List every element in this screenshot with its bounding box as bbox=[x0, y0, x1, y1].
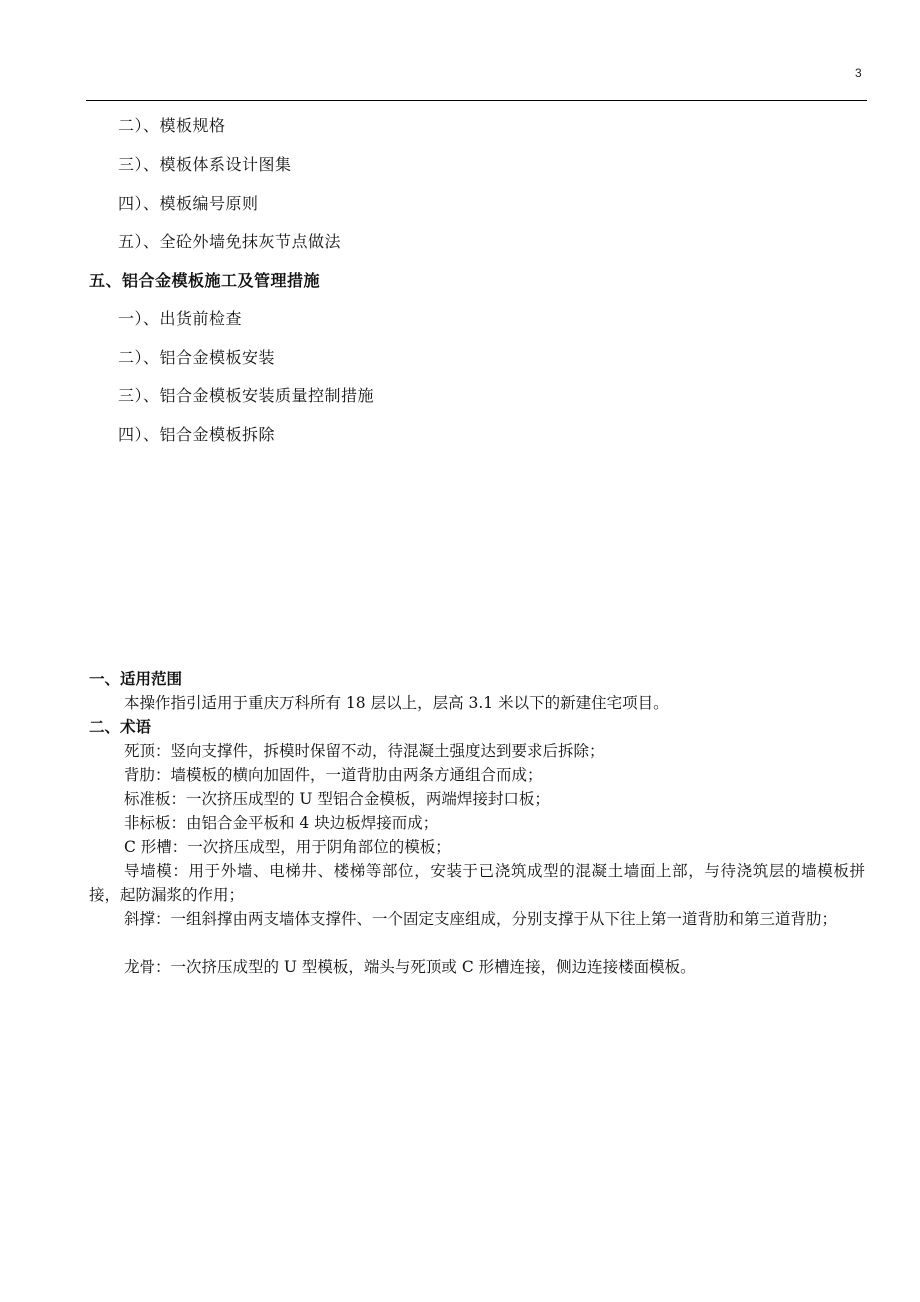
toc-item: 四）、模板编号原则 bbox=[118, 194, 259, 213]
paragraph: 本操作指引适用于重庆万科所有 18 层以上，层高 3.1 米以下的新建住宅项目。 bbox=[124, 694, 669, 712]
term-definition: 死顶：竖向支撑件，拆模时保留不动，待混凝土强度达到要求后拆除； bbox=[124, 742, 605, 760]
term-definition: 龙骨：一次挤压成型的 U 型模板，端头与死顶或 C 形槽连接，侧边连接楼面模板。 bbox=[124, 958, 696, 976]
section-heading: 二、术语 bbox=[89, 718, 152, 736]
toc-item: 一）、出货前检查 bbox=[118, 309, 243, 328]
term-definition: 导墙模：用于外墙、电梯井、楼梯等部位，安装于已浇筑成型的混凝土墙面上部，与待浇筑层的墙模板拼接，起防漏浆的作用； bbox=[89, 862, 865, 904]
toc-item: 二）、模板规格 bbox=[118, 116, 226, 135]
toc-item: 三）、模板体系设计图集 bbox=[118, 155, 292, 174]
header-rule bbox=[86, 100, 867, 101]
toc-item: 二）、铝合金模板安装 bbox=[118, 348, 276, 367]
toc-item: 三）、铝合金模板安装质量控制措施 bbox=[118, 386, 375, 405]
term-definition: 标准板：一次挤压成型的 U 型铝合金模板，两端焊接封口板； bbox=[124, 790, 550, 808]
toc-item: 四）、铝合金模板拆除 bbox=[118, 425, 276, 444]
toc-heading: 五、铝合金模板施工及管理措施 bbox=[89, 271, 321, 290]
page-number: 3 bbox=[855, 66, 862, 80]
term-definition: C 形槽：一次挤压成型，用于阴角部位的模板； bbox=[124, 838, 451, 856]
section-heading: 一、适用范围 bbox=[89, 670, 183, 688]
term-definition: 非标板：由铝合金平板和 4 块边板焊接而成； bbox=[124, 814, 439, 832]
toc-item: 五）、全砼外墙免抹灰节点做法 bbox=[118, 232, 342, 251]
term-definition: 背肋：墙模板的横向加固件，一道背肋由两条方通组合而成； bbox=[124, 766, 543, 784]
term-definition: 斜撑：一组斜撑由两支墙体支撑件、一个固定支座组成，分别支撑于从下往上第一道背肋和第三道背肋； bbox=[124, 910, 838, 928]
